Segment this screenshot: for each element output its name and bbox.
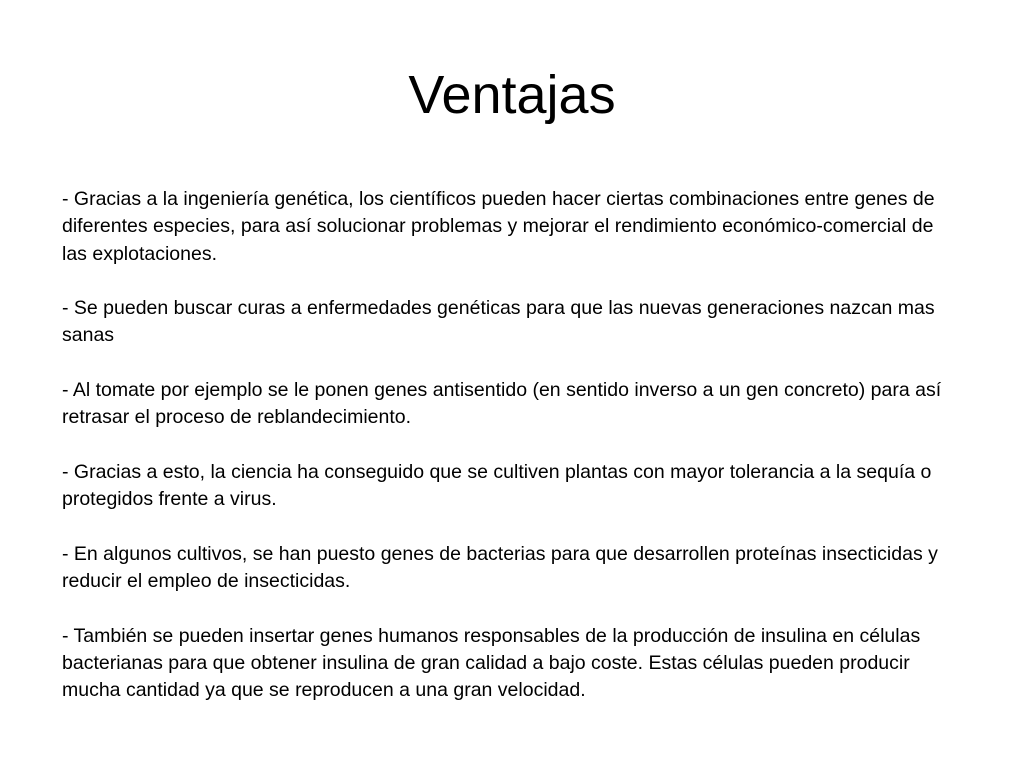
paragraph-1: - Gracias a la ingeniería genética, los científicos pueden hacer ciertas combinaciones entre genes de diferentes especies, para así solucionar problemas y mejorar el rendimiento económico-comercial de las explotaciones. — [62, 188, 935, 265]
paragraph-5: - En algunos cultivos, se han puesto genes de bacterias para que desarrollen proteínas insecticidas y reducir el empleo de insecticidas. — [62, 542, 938, 593]
slide-title: Ventajas — [408, 65, 616, 125]
paragraph-6: - También se pueden insertar genes humanos responsables de la producción de insulina en células bacterianas para que obtener insulina de gran calidad a bajo coste. Estas células pueden producir mucha cantidad ya que se reproducen a una gran velocidad. — [62, 624, 921, 702]
paragraph-2: - Se pueden buscar curas a enfermedades genéticas para que las nuevas generaciones nazcan mas sanas — [62, 297, 935, 347]
slide-body — [62, 186, 962, 705]
paragraph-3: - Al tomate por ejemplo se le ponen genes antisentido (en sentido inverso a un gen concreto) para así retrasar el proceso de reblandecimiento. — [62, 379, 942, 429]
paragraph-4: - Gracias a esto, la ciencia ha conseguido que se cultiven plantas con mayor tolerancia a la sequía o protegidos frente a virus. — [62, 460, 932, 511]
